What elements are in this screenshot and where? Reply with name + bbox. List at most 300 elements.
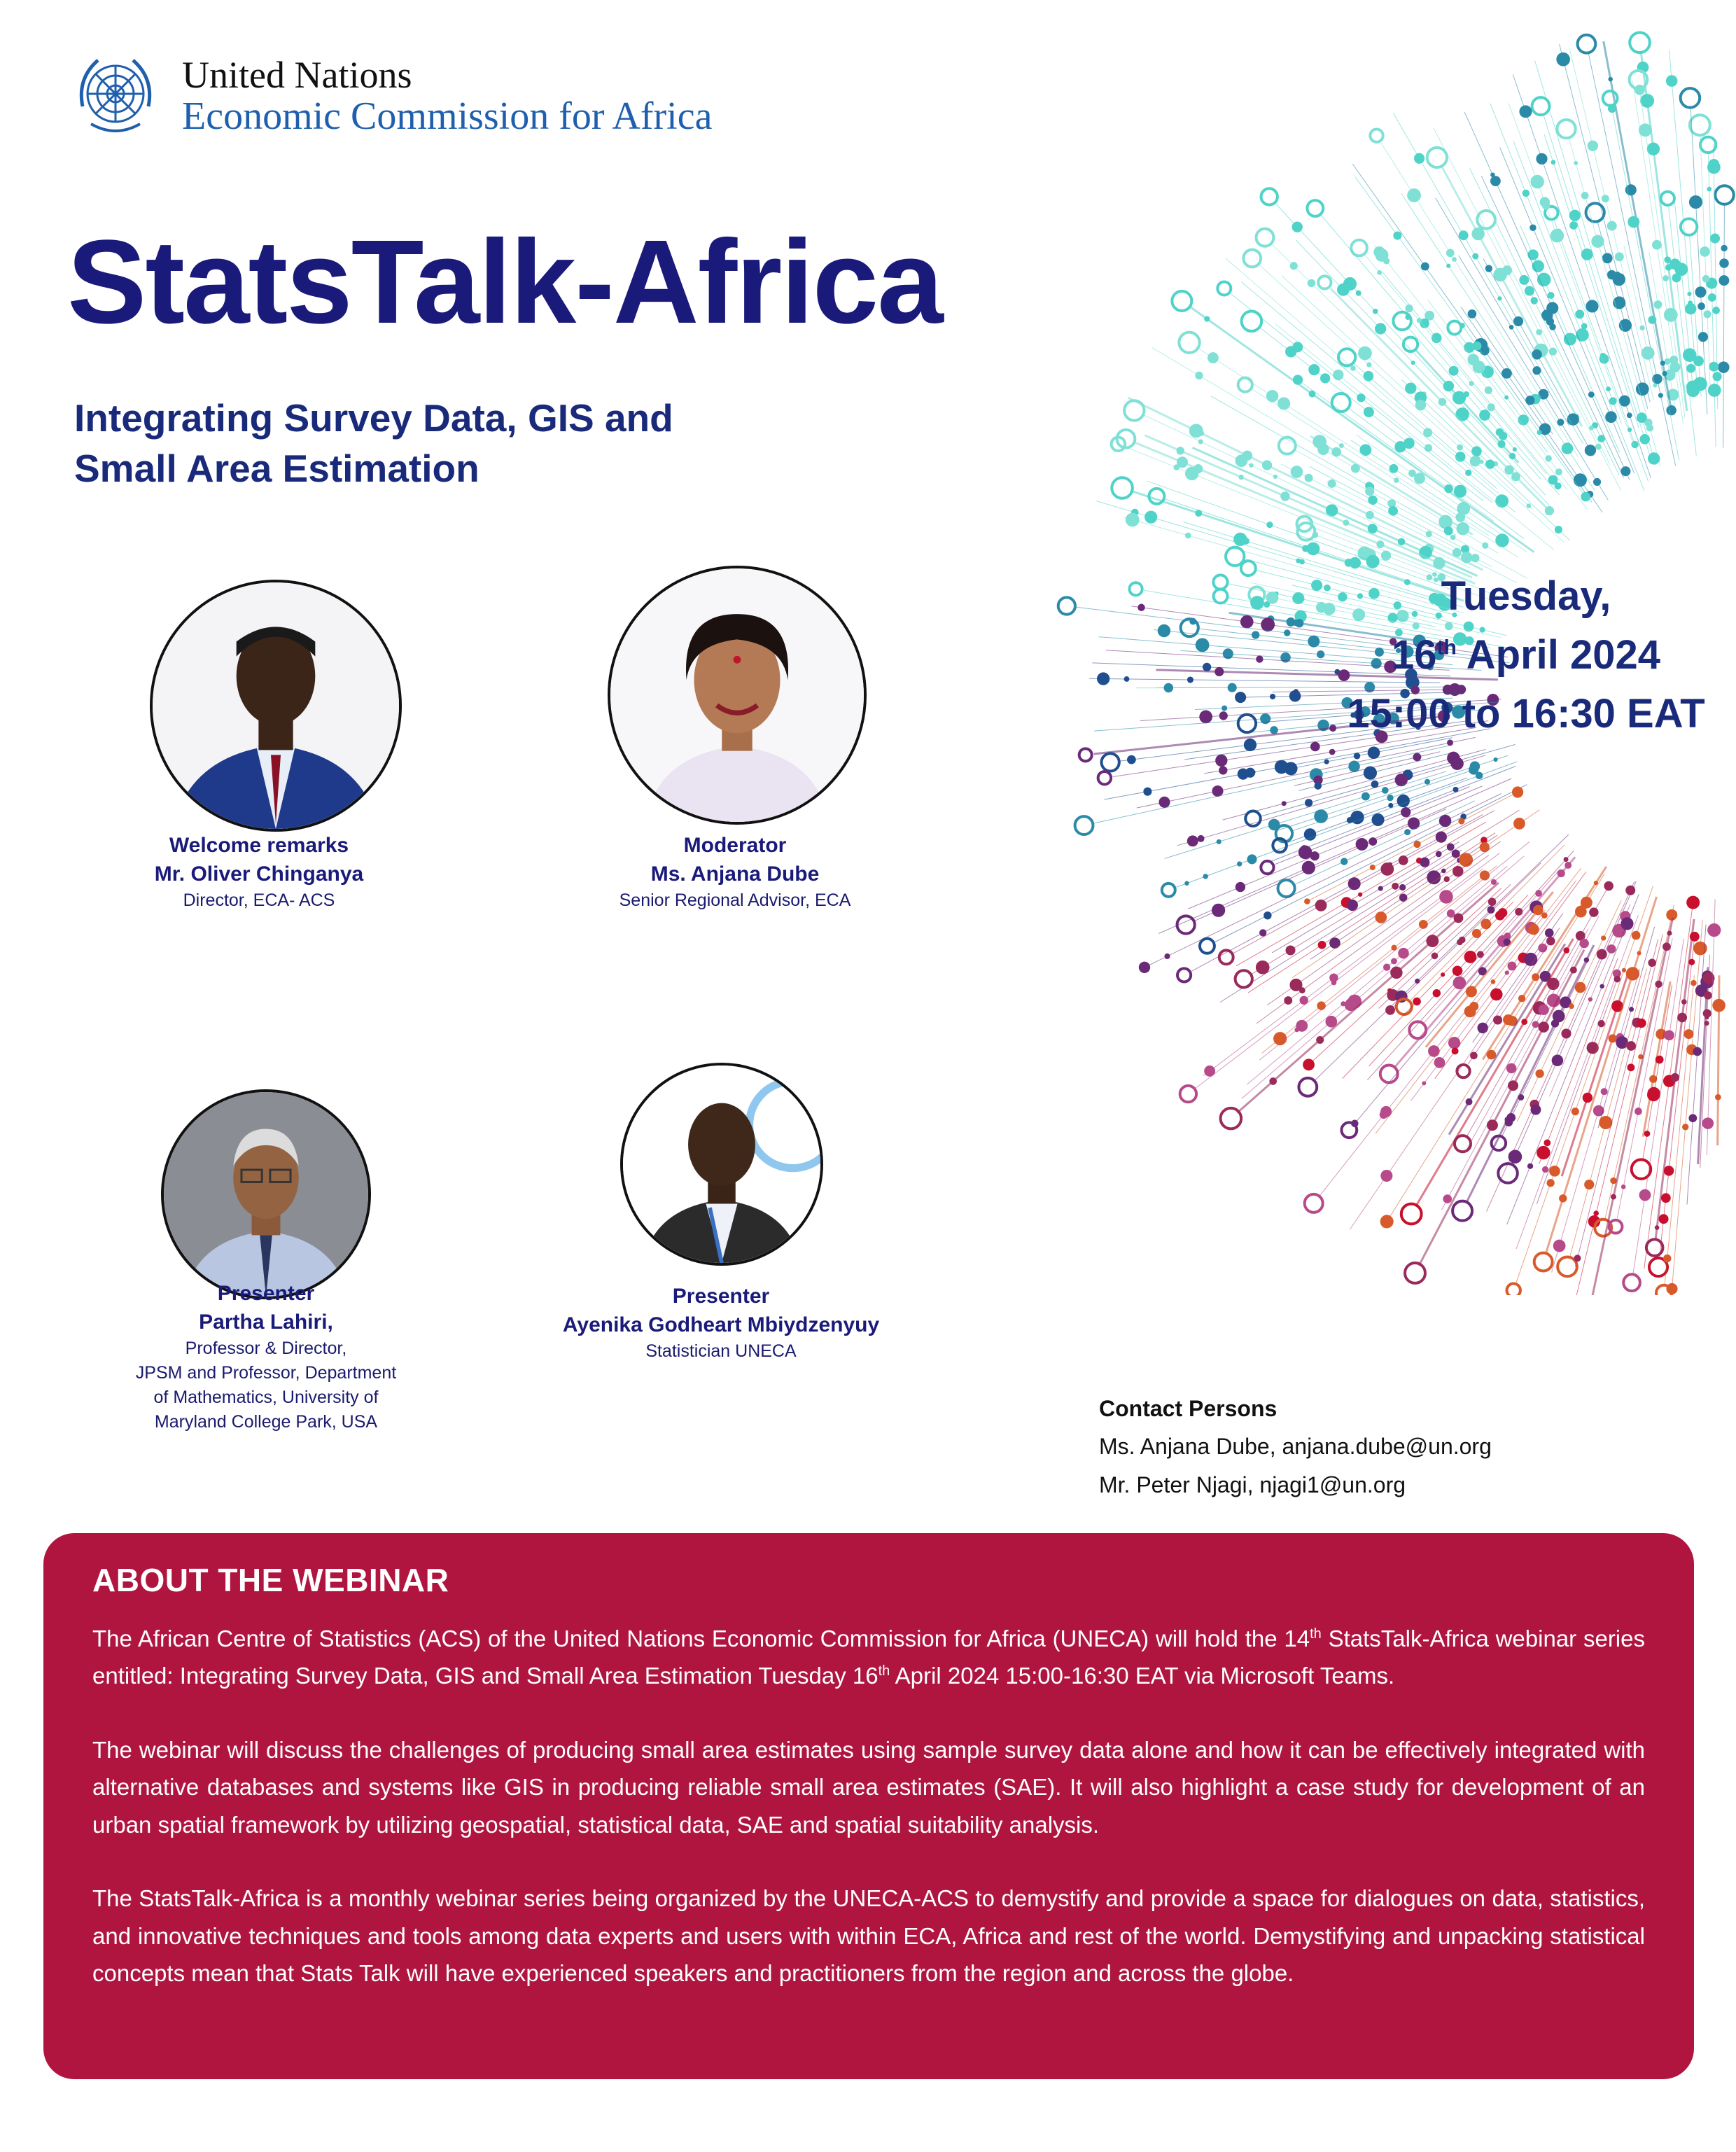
burst-dot bbox=[1164, 953, 1170, 959]
burst-dot bbox=[1249, 463, 1253, 468]
burst-dot bbox=[1572, 1108, 1579, 1115]
burst-dot bbox=[1413, 998, 1421, 1006]
burst-dot bbox=[1563, 947, 1569, 953]
speaker-role: Moderator bbox=[683, 834, 787, 857]
burst-dot bbox=[1310, 742, 1320, 752]
burst-dot bbox=[1356, 291, 1362, 296]
burst-dot bbox=[1513, 818, 1525, 830]
burst-dot bbox=[1318, 941, 1326, 949]
burst-dot bbox=[1666, 1283, 1677, 1294]
burst-dot bbox=[1304, 898, 1310, 904]
burst-dot bbox=[1602, 195, 1609, 202]
burst-dot bbox=[1187, 835, 1198, 846]
burst-dot bbox=[1138, 604, 1144, 611]
burst-dot bbox=[1534, 909, 1539, 914]
burst-dot bbox=[1488, 906, 1495, 914]
burst-dot bbox=[1569, 210, 1581, 221]
burst-dot bbox=[1547, 1179, 1555, 1187]
burst-dot bbox=[1317, 444, 1329, 455]
speaker-caption-lahiri bbox=[91, 1280, 441, 1434]
burst-dot bbox=[1686, 364, 1695, 373]
burst-ring bbox=[1214, 589, 1228, 603]
burst-dot bbox=[1504, 466, 1513, 475]
burst-dot bbox=[1457, 445, 1463, 451]
burst-dot bbox=[1235, 454, 1247, 467]
burst-ring bbox=[1318, 276, 1331, 288]
burst-dot bbox=[1323, 603, 1336, 615]
burst-dot bbox=[1604, 881, 1614, 891]
burst-dot bbox=[1284, 996, 1292, 1005]
burst-dot bbox=[1644, 1131, 1651, 1137]
burst-dot bbox=[1296, 558, 1301, 563]
burst-dot bbox=[1622, 968, 1626, 972]
burst-dot bbox=[1264, 601, 1270, 608]
burst-dot bbox=[1316, 1036, 1324, 1044]
burst-dot bbox=[1472, 253, 1478, 260]
burst-dot bbox=[1712, 999, 1726, 1012]
burst-dot bbox=[1286, 617, 1295, 627]
burst-ring bbox=[1261, 188, 1278, 204]
burst-dot bbox=[1450, 535, 1456, 540]
burst-dot bbox=[1401, 807, 1410, 817]
burst-dot bbox=[1558, 869, 1565, 877]
burst-dot bbox=[1285, 346, 1296, 357]
burst-dot bbox=[1703, 310, 1711, 318]
burst-dot bbox=[1715, 1094, 1721, 1101]
burst-dot bbox=[1284, 762, 1298, 775]
burst-dot bbox=[1308, 279, 1315, 287]
burst-dot bbox=[1556, 53, 1570, 67]
burst-ring bbox=[1307, 200, 1323, 216]
burst-dot bbox=[1700, 246, 1710, 257]
burst-dot bbox=[1532, 1021, 1539, 1028]
contact-person-1: Ms. Anjana Dube, anjana.dube@un.org bbox=[1099, 1434, 1492, 1460]
burst-dot bbox=[1522, 190, 1530, 197]
burst-dot bbox=[1466, 1098, 1473, 1105]
burst-ring bbox=[1401, 1204, 1422, 1224]
burst-dot bbox=[1647, 143, 1660, 155]
burst-dot bbox=[1704, 991, 1712, 1000]
burst-dot bbox=[1388, 506, 1398, 516]
organization-name bbox=[182, 55, 712, 138]
burst-dot bbox=[1639, 326, 1644, 330]
burst-dot bbox=[1574, 473, 1587, 487]
burst-dot bbox=[1217, 839, 1222, 844]
burst-dot bbox=[1528, 924, 1539, 935]
burst-dot bbox=[1198, 439, 1203, 444]
burst-dot bbox=[1308, 364, 1320, 375]
burst-ring bbox=[1279, 438, 1296, 454]
burst-dot bbox=[1450, 757, 1463, 770]
burst-dot bbox=[1305, 799, 1312, 806]
burst-dot bbox=[1693, 1047, 1702, 1056]
burst-dot bbox=[1259, 929, 1266, 936]
burst-dot bbox=[1408, 470, 1416, 477]
burst-dot bbox=[1413, 753, 1421, 762]
burst-dot bbox=[1380, 1170, 1392, 1182]
burst-dot bbox=[1238, 475, 1243, 480]
burst-dot bbox=[1185, 467, 1198, 480]
burst-dot bbox=[1256, 655, 1263, 662]
burst-dot bbox=[1198, 835, 1205, 842]
burst-ring bbox=[1578, 35, 1596, 53]
contact-heading: Contact Persons bbox=[1099, 1396, 1278, 1421]
burst-ring bbox=[1221, 1108, 1242, 1129]
burst-dot bbox=[1280, 491, 1290, 501]
burst-ring bbox=[1370, 130, 1382, 142]
burst-dot bbox=[1550, 229, 1564, 243]
burst-dot bbox=[1454, 914, 1464, 923]
burst-dot bbox=[1438, 398, 1446, 405]
burst-dot bbox=[1398, 538, 1406, 546]
burst-dot bbox=[1585, 445, 1596, 456]
burst-dot bbox=[1532, 366, 1541, 375]
speaker-role: Welcome remarks bbox=[169, 834, 349, 857]
burst-dot bbox=[1290, 262, 1298, 270]
burst-dot bbox=[1527, 1164, 1533, 1169]
burst-dot bbox=[1348, 761, 1359, 772]
burst-dot bbox=[1252, 631, 1259, 638]
burst-dot bbox=[1628, 216, 1639, 228]
speaker-affiliation-line: Professor & Director, bbox=[185, 1339, 347, 1358]
burst-dot bbox=[1707, 923, 1721, 937]
speaker-affiliation: Statistician UNECA bbox=[645, 1341, 797, 1361]
burst-dot bbox=[1393, 231, 1401, 239]
burst-ray bbox=[1188, 786, 1482, 909]
burst-dot bbox=[1493, 268, 1507, 282]
burst-dot bbox=[1444, 876, 1450, 882]
burst-dot bbox=[1222, 706, 1227, 711]
burst-ring bbox=[1427, 148, 1447, 167]
burst-dot bbox=[1477, 1023, 1488, 1033]
burst-dot bbox=[1569, 1003, 1574, 1009]
burst-dot bbox=[1597, 1020, 1604, 1027]
burst-ring bbox=[1098, 771, 1111, 784]
burst-ring bbox=[1058, 597, 1075, 614]
burst-dot bbox=[1459, 937, 1466, 944]
speaker-caption-dube bbox=[574, 832, 896, 913]
burst-dot bbox=[1647, 1089, 1660, 1101]
burst-dot bbox=[1436, 831, 1447, 842]
burst-dot bbox=[1561, 1028, 1571, 1038]
burst-dot bbox=[1452, 257, 1457, 262]
burst-ring bbox=[1261, 861, 1273, 874]
burst-dot bbox=[1672, 273, 1681, 282]
burst-dot bbox=[1539, 1005, 1549, 1015]
burst-ring bbox=[1380, 1065, 1398, 1083]
burst-dot bbox=[1273, 475, 1278, 479]
burst-dot bbox=[1595, 444, 1602, 450]
burst-dot bbox=[1292, 592, 1304, 604]
burst-dot bbox=[1187, 676, 1194, 683]
burst-ring bbox=[1477, 211, 1495, 229]
burst-dot bbox=[1545, 506, 1554, 515]
burst-dot bbox=[1309, 391, 1316, 398]
burst-dot bbox=[1540, 197, 1550, 207]
burst-dot bbox=[1485, 386, 1492, 394]
burst-dot bbox=[1358, 347, 1372, 361]
burst-ray bbox=[1569, 968, 1646, 1258]
burst-dot bbox=[1490, 176, 1501, 186]
burst-dot bbox=[1564, 857, 1569, 862]
burst-ray bbox=[1428, 300, 1588, 510]
burst-dot bbox=[1535, 1070, 1544, 1078]
burst-dot bbox=[1488, 403, 1495, 411]
burst-dot bbox=[1655, 981, 1662, 988]
subtitle-line-1: Integrating Survey Data, GIS and bbox=[74, 396, 673, 440]
burst-dot bbox=[1195, 510, 1202, 517]
speaker-photo-dube bbox=[608, 566, 867, 825]
burst-dot bbox=[1469, 381, 1474, 386]
burst-ring bbox=[1534, 1253, 1553, 1271]
burst-ray bbox=[1588, 53, 1676, 466]
burst-dot bbox=[1629, 1007, 1634, 1012]
burst-dot bbox=[1583, 249, 1588, 253]
burst-dot bbox=[1659, 1214, 1669, 1224]
burst-dot bbox=[1378, 886, 1383, 891]
burst-dot bbox=[1441, 972, 1445, 977]
burst-dot bbox=[1363, 371, 1373, 382]
burst-dot bbox=[1185, 533, 1191, 539]
burst-dot bbox=[1634, 1108, 1642, 1115]
burst-dot bbox=[1261, 617, 1275, 631]
burst-ray bbox=[1177, 762, 1518, 887]
burst-dot bbox=[1441, 869, 1446, 874]
burst-dot bbox=[1350, 365, 1356, 371]
burst-dot bbox=[1299, 987, 1306, 993]
burst-ring bbox=[1298, 1078, 1317, 1096]
burst-dot bbox=[1164, 683, 1174, 693]
burst-dot bbox=[1439, 815, 1452, 827]
burst-dot bbox=[1097, 672, 1110, 685]
speaker-name: Ms. Anjana Dube bbox=[650, 862, 820, 886]
burst-dot bbox=[1605, 411, 1617, 423]
burst-dot bbox=[1262, 460, 1272, 470]
burst-dot bbox=[1601, 935, 1606, 940]
burst-dot bbox=[1648, 959, 1656, 967]
burst-ring bbox=[1690, 115, 1710, 135]
burst-dot bbox=[1459, 853, 1473, 867]
burst-dot bbox=[1158, 624, 1170, 637]
burst-ring bbox=[1200, 939, 1214, 953]
burst-dot bbox=[1718, 275, 1729, 286]
burst-dot bbox=[1235, 692, 1246, 703]
burst-dot bbox=[1424, 779, 1430, 785]
burst-dot bbox=[1195, 372, 1203, 379]
burst-dot bbox=[1285, 945, 1295, 955]
burst-dot bbox=[1687, 292, 1691, 296]
burst-dot bbox=[1525, 286, 1534, 295]
burst-ring bbox=[1661, 192, 1674, 205]
burst-dot bbox=[1530, 225, 1536, 231]
burst-dot bbox=[1247, 854, 1256, 864]
burst-dot bbox=[1480, 919, 1491, 930]
burst-ring bbox=[1177, 916, 1195, 933]
burst-dot bbox=[1414, 153, 1424, 164]
subtitle-line-2: Small Area Estimation bbox=[74, 446, 479, 490]
burst-ring bbox=[1102, 753, 1119, 771]
burst-dot bbox=[1487, 1119, 1498, 1131]
burst-dot bbox=[1547, 978, 1560, 991]
burst-ray bbox=[1353, 363, 1497, 489]
speaker-name: Mr. Oliver Chinganya bbox=[154, 862, 364, 886]
burst-dot bbox=[1236, 882, 1245, 892]
burst-dot bbox=[1482, 543, 1488, 549]
burst-dot bbox=[1637, 1019, 1646, 1028]
burst-dot bbox=[1588, 997, 1592, 1001]
burst-ring bbox=[1532, 97, 1550, 115]
burst-ray bbox=[1222, 749, 1485, 820]
burst-dot bbox=[1548, 292, 1555, 299]
burst-dot bbox=[1368, 746, 1380, 759]
burst-dot bbox=[1530, 297, 1537, 304]
speaker-photo-chinganya bbox=[150, 580, 402, 832]
burst-dot bbox=[1385, 1005, 1395, 1015]
burst-dot bbox=[1266, 390, 1278, 402]
burst-dot bbox=[1498, 908, 1508, 918]
burst-dot bbox=[1296, 1020, 1308, 1032]
burst-dot bbox=[1718, 361, 1730, 373]
burst-dot bbox=[1708, 293, 1716, 302]
burst-dot bbox=[1446, 264, 1450, 268]
burst-dot bbox=[1240, 615, 1254, 629]
contact-person-2: Mr. Peter Njagi, njagi1@un.org bbox=[1099, 1472, 1406, 1497]
burst-dot bbox=[1698, 302, 1705, 310]
burst-dot bbox=[1519, 105, 1532, 118]
burst-dot bbox=[1681, 999, 1687, 1005]
burst-dot bbox=[1485, 265, 1492, 272]
burst-dot bbox=[1295, 619, 1303, 627]
burst-ring bbox=[1448, 321, 1461, 335]
burst-dot bbox=[1639, 1189, 1651, 1201]
burst-ring bbox=[1238, 378, 1252, 392]
burst-dot bbox=[1581, 192, 1589, 200]
burst-dot bbox=[1366, 362, 1371, 367]
burst-dot bbox=[1310, 851, 1320, 860]
burst-ring bbox=[1498, 1164, 1518, 1183]
burst-dot bbox=[1690, 980, 1697, 986]
burst-dot bbox=[1513, 447, 1517, 452]
burst-dot bbox=[1340, 858, 1348, 865]
burst-dot bbox=[1278, 397, 1290, 410]
burst-dot bbox=[1399, 855, 1408, 865]
burst-ring bbox=[1455, 1136, 1471, 1152]
burst-dot bbox=[1539, 1021, 1549, 1032]
burst-ray bbox=[1544, 114, 1650, 454]
speaker-name: Ayenika Godheart Mbiydzenyuy bbox=[562, 1313, 880, 1336]
burst-dot bbox=[1627, 412, 1632, 418]
burst-dot bbox=[1551, 160, 1556, 165]
burst-dot bbox=[1203, 663, 1211, 671]
speaker-caption-chinganya bbox=[105, 832, 413, 913]
burst-dot bbox=[1347, 900, 1358, 911]
burst-dot bbox=[1530, 175, 1544, 188]
burst-dot bbox=[1664, 358, 1670, 365]
burst-dot bbox=[1719, 258, 1729, 268]
burst-dot bbox=[1608, 77, 1613, 82]
burst-dot bbox=[1709, 362, 1718, 372]
burst-dot bbox=[1443, 1194, 1452, 1203]
burst-ring bbox=[1452, 1201, 1472, 1221]
burst-dot bbox=[1591, 235, 1604, 248]
burst-dot bbox=[1609, 397, 1617, 405]
burst-dot bbox=[1452, 866, 1464, 877]
burst-dot bbox=[1315, 900, 1327, 911]
burst-dot bbox=[1626, 967, 1639, 980]
burst-dot bbox=[1515, 908, 1522, 916]
burst-dot bbox=[1579, 939, 1588, 948]
burst-dot bbox=[1593, 478, 1601, 486]
burst-ray bbox=[1350, 937, 1550, 1229]
burst-dot bbox=[1466, 986, 1477, 996]
burst-dot bbox=[1422, 1081, 1426, 1085]
burst-dot bbox=[1497, 440, 1505, 448]
burst-dot bbox=[1456, 522, 1469, 536]
burst-ring bbox=[1179, 333, 1199, 353]
burst-ring bbox=[1162, 883, 1175, 897]
burst-dot bbox=[1219, 711, 1228, 720]
burst-dot bbox=[1581, 492, 1590, 502]
burst-ray bbox=[1382, 272, 1559, 487]
burst-dot bbox=[1607, 221, 1617, 231]
about-paragraph-1: The African Centre of Statistics (ACS) of the United Nations Economic Commission for Africa (UNECA) will hold the 14th StatsTalk-Africa webinar series entitled: Integrating Survey Data, GIS and Small Area Estimation Tuesday 16th April 2024 15:00-16:30 EAT via Microsoft Teams. bbox=[92, 1626, 1645, 1689]
burst-dot bbox=[1370, 865, 1376, 870]
burst-dot bbox=[1362, 792, 1370, 801]
burst-dot bbox=[1204, 316, 1210, 321]
burst-dot bbox=[1345, 559, 1353, 567]
burst-dot bbox=[1351, 464, 1360, 473]
burst-dot bbox=[1707, 161, 1721, 174]
burst-dot bbox=[1553, 1240, 1566, 1252]
burst-dot bbox=[1471, 446, 1482, 456]
burst-dot bbox=[1497, 296, 1502, 300]
burst-dot bbox=[1266, 522, 1273, 528]
contact-persons bbox=[1099, 1390, 1492, 1504]
burst-ring bbox=[1245, 811, 1261, 827]
burst-dot bbox=[1504, 396, 1508, 400]
burst-dot bbox=[1663, 1255, 1671, 1262]
burst-dot bbox=[1358, 893, 1362, 897]
burst-dot bbox=[1607, 270, 1617, 280]
burst-dot bbox=[1662, 942, 1671, 951]
burst-dot bbox=[1493, 1015, 1502, 1024]
burst-dot bbox=[1373, 309, 1378, 314]
burst-dot bbox=[1666, 75, 1678, 87]
org-line-1: United Nations bbox=[182, 54, 412, 96]
burst-dot bbox=[1541, 912, 1548, 918]
burst-dot bbox=[1549, 1166, 1560, 1177]
burst-dot bbox=[1588, 391, 1595, 398]
burst-dot bbox=[1614, 976, 1620, 983]
burst-dot bbox=[1465, 470, 1471, 476]
burst-ring bbox=[1558, 1257, 1577, 1276]
burst-dot bbox=[1219, 766, 1227, 774]
burst-dot bbox=[1376, 540, 1384, 548]
burst-dot bbox=[1658, 393, 1663, 398]
burst-dot bbox=[1366, 511, 1374, 519]
burst-dot bbox=[1436, 851, 1442, 858]
burst-dot bbox=[1427, 870, 1441, 884]
burst-dot bbox=[1406, 305, 1413, 312]
burst-ring bbox=[1457, 1065, 1469, 1077]
burst-dot bbox=[1667, 930, 1672, 935]
burst-dot bbox=[1233, 533, 1247, 546]
burst-ring bbox=[1217, 282, 1231, 295]
speaker-photo-mbiydzenyuy bbox=[620, 1063, 823, 1266]
burst-dot bbox=[1282, 801, 1287, 806]
burst-dot bbox=[1712, 307, 1720, 314]
burst-dot bbox=[1317, 650, 1324, 658]
